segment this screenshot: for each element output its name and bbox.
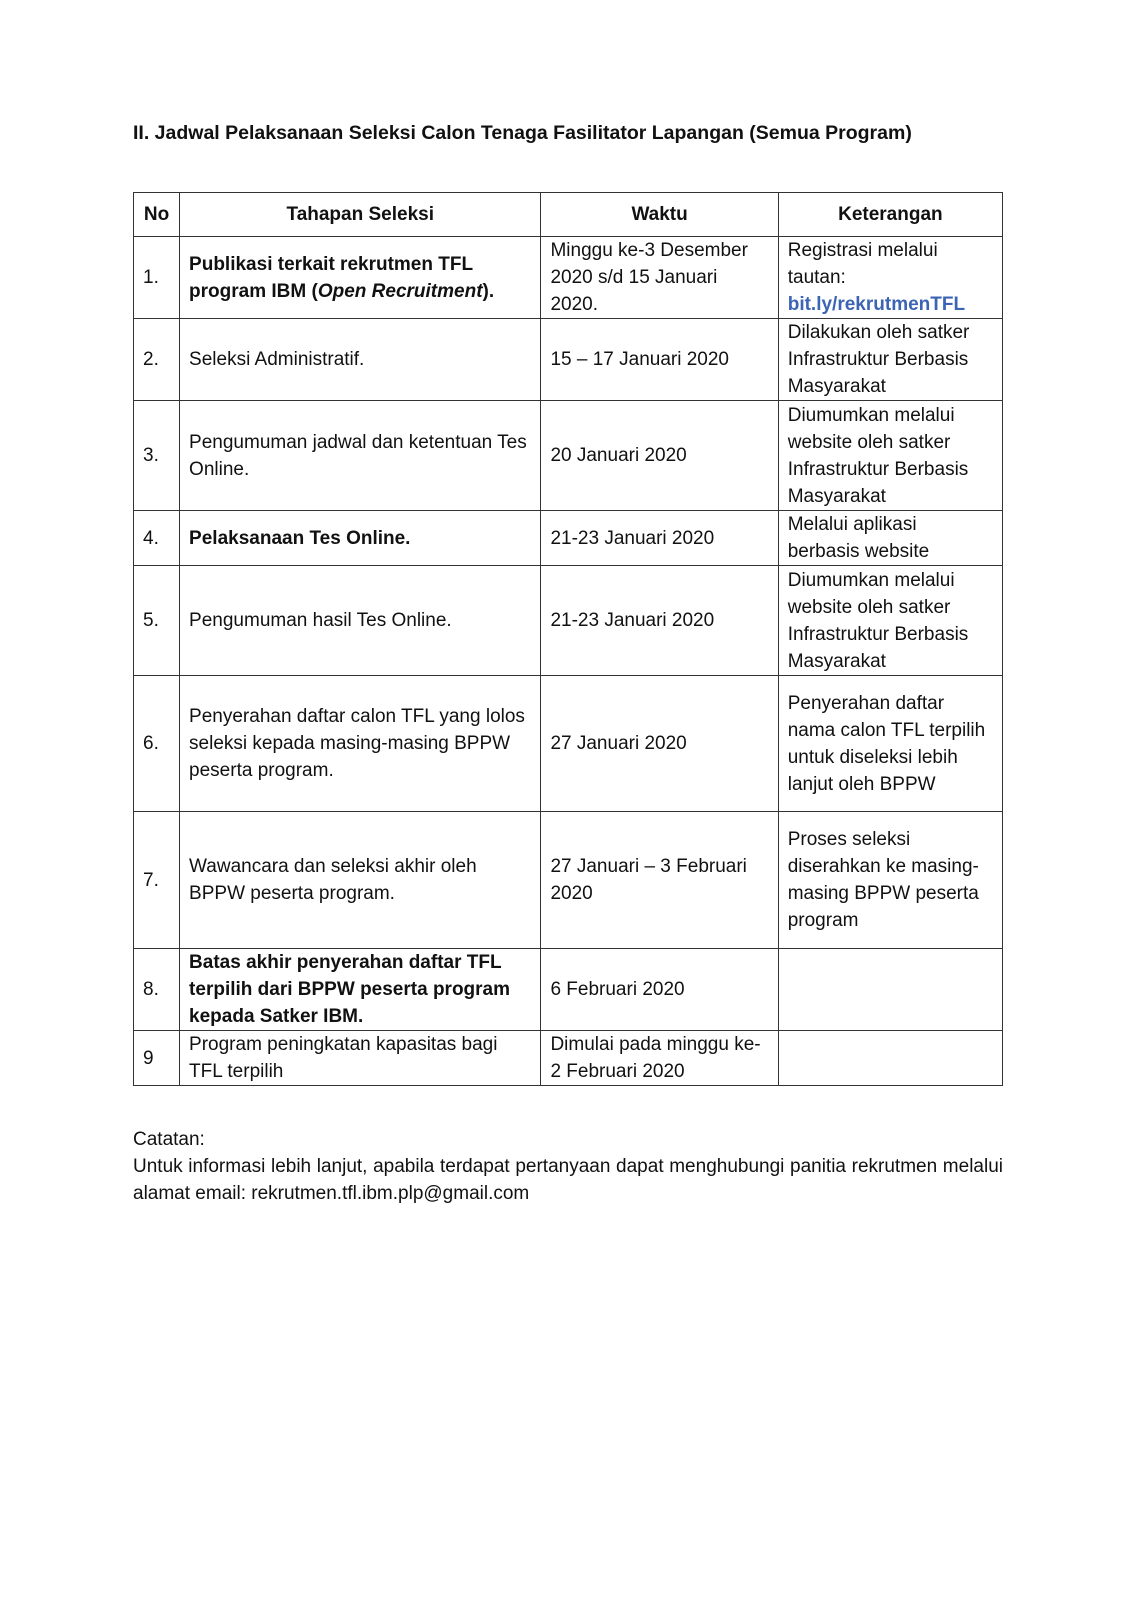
row-number: 2. — [134, 319, 180, 401]
section-heading: II. Jadwal Pelaksanaan Seleksi Calon Tenaga Fasilitator Lapangan (Semua Program) — [133, 122, 912, 144]
table-header-row — [134, 193, 1003, 237]
table-row — [134, 237, 1003, 319]
schedule-table — [133, 192, 1003, 1086]
row-time: 20 Januari 2020 — [541, 401, 778, 511]
row-time: Minggu ke-3 Desember 2020 s/d 15 Januari 2020. — [541, 237, 778, 319]
row-number: 1. — [134, 237, 180, 319]
row-note — [778, 1031, 1002, 1086]
row-number: 4. — [134, 511, 180, 566]
row-number: 3. — [134, 401, 180, 511]
table-row — [134, 566, 1003, 676]
row-time: Dimulai pada minggu ke-2 Februari 2020 — [541, 1031, 778, 1086]
row-number: 9 — [134, 1031, 180, 1086]
row-time: 21-23 Januari 2020 — [541, 511, 778, 566]
header-stage: Tahapan Seleksi — [180, 193, 541, 237]
row-note — [778, 237, 1002, 319]
table-row — [134, 812, 1003, 949]
row-time: 21-23 Januari 2020 — [541, 566, 778, 676]
table-row — [134, 319, 1003, 401]
row-stage: Batas akhir penyerahan daftar TFL terpilih dari BPPW peserta program kepada Satker IBM. — [180, 949, 541, 1031]
row-stage: Wawancara dan seleksi akhir oleh BPPW peserta program. — [180, 812, 541, 949]
row-note: Diumumkan melalui website oleh satker Infrastruktur Berbasis Masyarakat — [778, 401, 1002, 511]
row-number: 7. — [134, 812, 180, 949]
table-row — [134, 949, 1003, 1031]
row-note: Diumumkan melalui website oleh satker Infrastruktur Berbasis Masyarakat — [778, 566, 1002, 676]
registration-link[interactable]: bit.ly/rekrutmenTFL — [787, 294, 966, 315]
row-stage: Program peningkatan kapasitas bagi TFL terpilih — [180, 1031, 541, 1086]
row-number: 6. — [134, 676, 180, 812]
row-note — [778, 949, 1002, 1031]
table-row — [134, 511, 1003, 566]
row-note: Proses seleksi diserahkan ke masing-masing BPPW peserta program — [778, 812, 1002, 949]
table-row — [134, 1031, 1003, 1086]
row-time: 15 – 17 Januari 2020 — [541, 319, 778, 401]
stage-italic-text: Open Recruitment — [317, 280, 483, 302]
row-note: Penyerahan daftar nama calon TFL terpilih untuk diseleksi lebih lanjut oleh BPPW — [778, 676, 1002, 812]
row-stage — [180, 237, 541, 319]
notes-section — [133, 1126, 1003, 1207]
table-row — [134, 401, 1003, 511]
row-note: Dilakukan oleh satker Infrastruktur Berbasis Masyarakat — [778, 319, 1002, 401]
row-number: 5. — [134, 566, 180, 676]
row-time: 27 Januari – 3 Februari 2020 — [541, 812, 778, 949]
stage-text: Publikasi terkait rekrutmen TFL program IBM ( — [189, 253, 473, 302]
notes-label: Catatan: — [133, 1129, 205, 1150]
row-note: Melalui aplikasi berbasis website — [778, 511, 1002, 566]
row-stage: Pengumuman jadwal dan ketentuan Tes Online. — [180, 401, 541, 511]
row-stage: Penyerahan daftar calon TFL yang lolos seleksi kepada masing-masing BPPW peserta program. — [180, 676, 541, 812]
row-stage: Pelaksanaan Tes Online. — [180, 511, 541, 566]
row-time: 6 Februari 2020 — [541, 949, 778, 1031]
stage-end-text: ). — [482, 280, 495, 302]
row-number: 8. — [134, 949, 180, 1031]
row-stage: Pengumuman hasil Tes Online. — [180, 566, 541, 676]
notes-text: Untuk informasi lebih lanjut, apabila terdapat pertanyaan dapat menghubungi panitia rekrutmen melalui alamat email: rekrutmen.tfl.ibm.plp@gmail.com — [133, 1156, 1003, 1204]
header-note: Keterangan — [778, 193, 1002, 237]
note-text: Registrasi melalui tautan: — [787, 240, 938, 288]
header-no: No — [134, 193, 180, 237]
row-stage: Seleksi Administratif. — [180, 319, 541, 401]
row-time: 27 Januari 2020 — [541, 676, 778, 812]
header-time: Waktu — [541, 193, 778, 237]
table-row — [134, 676, 1003, 812]
